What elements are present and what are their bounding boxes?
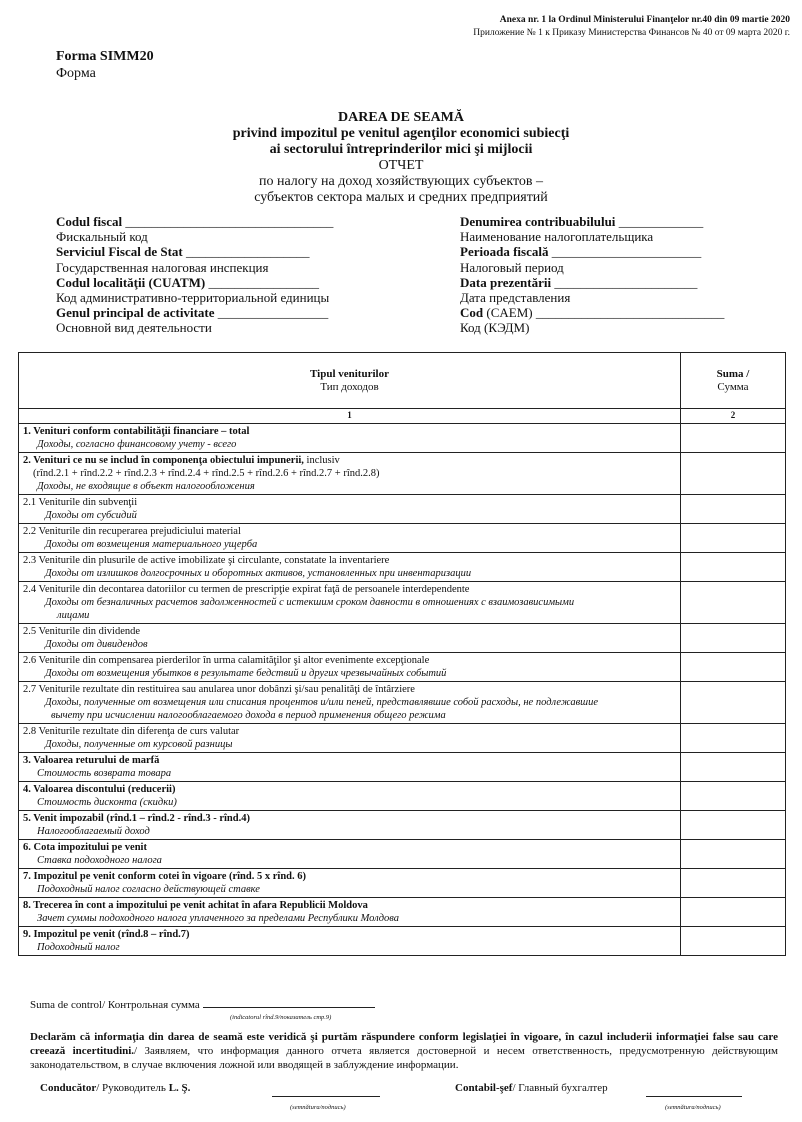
row-7-amount[interactable] [681, 869, 786, 898]
control-sum-note: (indicatorul rînd.9/показатель стр.9) [230, 1014, 332, 1021]
perioada-ru: Налоговый период [460, 259, 564, 275]
col-type-header: Tipul veniturilor Тип доходов [19, 353, 681, 409]
table-row: 2.4 Veniturile din decontarea datoriilor cu termen de prescripţie expirat faţă de persoanele interdependente Доходы от безналичных расчетов задолженностей с истекшим сроком давности в отношениях с взаимозависимыми лицами [19, 582, 786, 624]
row-5-amount[interactable] [681, 811, 786, 840]
row-9-amount[interactable] [681, 927, 786, 956]
table-row: 9. Impozitul pe venit (rînd.8 – rînd.7) Подоходный налог [19, 927, 786, 956]
form-code-ru: Форма [56, 66, 96, 81]
caem-field[interactable]: _____________________________ [535, 305, 725, 321]
perioada-label: Perioada fiscală [460, 244, 549, 260]
income-table [18, 352, 786, 956]
cuatm-label: Codul localităţii (CUATM) [56, 274, 206, 290]
caem-paren: (CAEM) [486, 305, 533, 321]
row-6-amount[interactable] [681, 840, 786, 869]
title-line-3: ai sectorului întreprinderilor mici şi mijlocii [269, 142, 533, 157]
cuatm-ru: Код административно-территориальной единицы [56, 290, 330, 306]
perioada-field[interactable]: _______________________ [551, 244, 702, 260]
sfs-ru: Государственная налоговая инспекция [56, 259, 269, 275]
table-row: 2.6 Veniturile din compensarea pierderilor în urma calamităţilor şi altor evenimente excepţionale Доходы от возмещения убытков в результате бедствий и других чрезвычайных событий [19, 653, 786, 682]
table-row: 2.7 Veniturile rezultate din restituirea sau anularea unor dobânzi şi/sau penalităţi de întârziere Доходы, полученные от возмещения или списания процентов и/или пеней, представлявшие собой расходы, не подлежавшие вычету при исчислении налогооблагаемого дохода в период применения общего режима [19, 682, 786, 724]
table-row: 2.1 Veniturile din subvenţii Доходы от субсидий [19, 495, 786, 524]
table-header [19, 353, 786, 409]
row-2-7-amount[interactable] [681, 682, 786, 724]
annex-ro: Anexa nr. 1 la Ordinul Ministerului Finanţelor nr.40 din 09 martie 2020 [499, 15, 790, 25]
row-2-8-amount[interactable] [681, 724, 786, 753]
denumirea-label: Denumirea contribuabilului [460, 214, 616, 229]
row-2-5-amount[interactable] [681, 624, 786, 653]
row-2-amount[interactable] [681, 453, 786, 495]
caem-ru: Код (КЭДМ) [460, 320, 530, 336]
data-field[interactable]: ______________________ [554, 274, 698, 290]
control-sum-field[interactable] [203, 998, 375, 1008]
table-row: 4. Valoarea discontului (reducerii) Стоимость дисконта (скидки) [19, 782, 786, 811]
col-sum-header: Suma / Сумма [681, 353, 786, 409]
table-row: 3. Valoarea returului de marfă Стоимость возврата товара [19, 753, 786, 782]
title-line-4: ОТЧЕТ [378, 158, 424, 173]
row-4-amount[interactable] [681, 782, 786, 811]
genul-field[interactable]: _________________ [217, 305, 329, 321]
row-2-6-amount[interactable] [681, 653, 786, 682]
table-row: 2. Venituri ce nu se includ în componenţa obiectului impunerii, inclusiv (rînd.2.1 + rînd.2.2 + rînd.2.3 + rînd.2.4 + rînd.2.5 + rînd.2.6 + rînd.2.7 + rînd.2.8) Доходы, не входящие в объект налогообложения [19, 453, 786, 495]
form-code [56, 48, 154, 82]
genul-label: Genul principal de activitate [56, 305, 215, 321]
cuatm-field[interactable]: _________________ [208, 274, 319, 290]
table-row: 2.3 Veniturile din plusurile de active imobilizate şi circulante, constatate la inventariere Доходы от излишков долгосрочных и оборотных активов, установленных при инвентаризации [19, 553, 786, 582]
accountant-signature-note: (semnătura/подпись) [665, 1104, 721, 1111]
declaration-ru: / Заявляем, что информация данного отчета является достоверной и несем ответственность, предусмотренную действующим законодательством, в случае включения ложной или вводящей в заблуждение информации. [30, 1045, 778, 1071]
table-row: 6. Cota impozitului pe venit Ставка подоходного налога [19, 840, 786, 869]
accountant-signature-label: Contabil-şef/ Главный бухгалтер [455, 1082, 608, 1094]
row-8-amount[interactable] [681, 898, 786, 927]
table-row: 2.2 Veniturile din recuperarea prejudiciului material Доходы от возмещения материального ущерба [19, 524, 786, 553]
title-line-5: по налогу на доход хозяйствующих субъектов – [258, 174, 544, 189]
table-row: 5. Venit impozabil (rînd.1 – rînd.2 - rînd.3 - rînd.4) Налогооблагаемый доход [19, 811, 786, 840]
caem-label: Cod [460, 305, 484, 321]
data-label: Data prezentării [460, 274, 552, 290]
row-2-4-amount[interactable] [681, 582, 786, 624]
denumirea-field[interactable]: _____________ [618, 214, 704, 229]
accountant-signature-line[interactable] [646, 1096, 742, 1097]
col-num-1: 1 [19, 409, 681, 424]
control-sum-label: Suma de control/ Контрольная сумма [30, 999, 200, 1011]
data-ru: Дата представления [460, 290, 571, 306]
header-fields [56, 214, 736, 336]
control-sum [30, 998, 375, 1021]
table-row: 7. Impozitul pe venit conform cotei în vigoare (rînd. 5 x rînd. 6) Подоходный налог согласно действующей ставке [19, 869, 786, 898]
stamp-place: L. Ş. [168, 1082, 191, 1094]
director-signature-line[interactable] [272, 1096, 380, 1097]
document-title [0, 110, 802, 206]
row-1-amount[interactable] [681, 424, 786, 453]
title-line-6: субъектов сектора малых и средних предприятий [254, 190, 548, 205]
genul-ru: Основной вид деятельности [56, 320, 212, 336]
sfs-field[interactable]: ___________________ [186, 244, 310, 260]
declaration-ro: Declarăm că informaţia din darea de seamă este veridică şi purtăm răspundere conform legislaţiei în vigoare, în cazul includerii informaţiei false sau care creează incertitudini. [30, 1031, 778, 1057]
denumirea-ru: Наименование налогоплательщика [460, 229, 654, 245]
sfs-label: Serviciul Fiscal de Stat [56, 244, 183, 260]
title-line-2: privind impozitul pe venitul agenţilor economici subiecţi [232, 126, 570, 141]
cod-fiscal-field[interactable]: ________________________________ [125, 214, 334, 229]
column-numbers [19, 409, 786, 424]
row-2-3-amount[interactable] [681, 553, 786, 582]
table-row: 2.5 Veniturile din dividende Доходы от дивидендов [19, 624, 786, 653]
declaration [30, 1030, 778, 1072]
col-num-2: 2 [681, 409, 786, 424]
form-code-ro: Forma SIMM20 [56, 49, 154, 64]
title-line-1: DAREA DE SEAMĂ [337, 110, 464, 125]
director-signature-label: Conducător/ Руководитель L. Ş. [40, 1082, 191, 1094]
annex-ru: Приложение № 1 к Приказу Министерства Финансов № 40 от 09 марта 2020 г. [473, 28, 790, 38]
row-2-1-amount[interactable] [681, 495, 786, 524]
row-2-2-amount[interactable] [681, 524, 786, 553]
table-row: 1. Venituri conform contabilităţii financiare – total Доходы, согласно финансовому учету - всего [19, 424, 786, 453]
cod-fiscal-label: Codul fiscal [56, 214, 123, 229]
cod-fiscal-ru: Фискальный код [56, 229, 148, 245]
annex-reference [473, 14, 790, 40]
table-row: 8. Trecerea în cont a impozitului pe venit achitat în afara Republicii Moldova Зачет суммы подоходного налога уплаченного за пределами Республики Молдова [19, 898, 786, 927]
row-3-amount[interactable] [681, 753, 786, 782]
director-signature-note: (semnătura/подпись) [290, 1104, 346, 1111]
table-row: 2.8 Veniturile rezultate din diferenţa de curs valutar Доходы, полученные от курсовой разницы [19, 724, 786, 753]
